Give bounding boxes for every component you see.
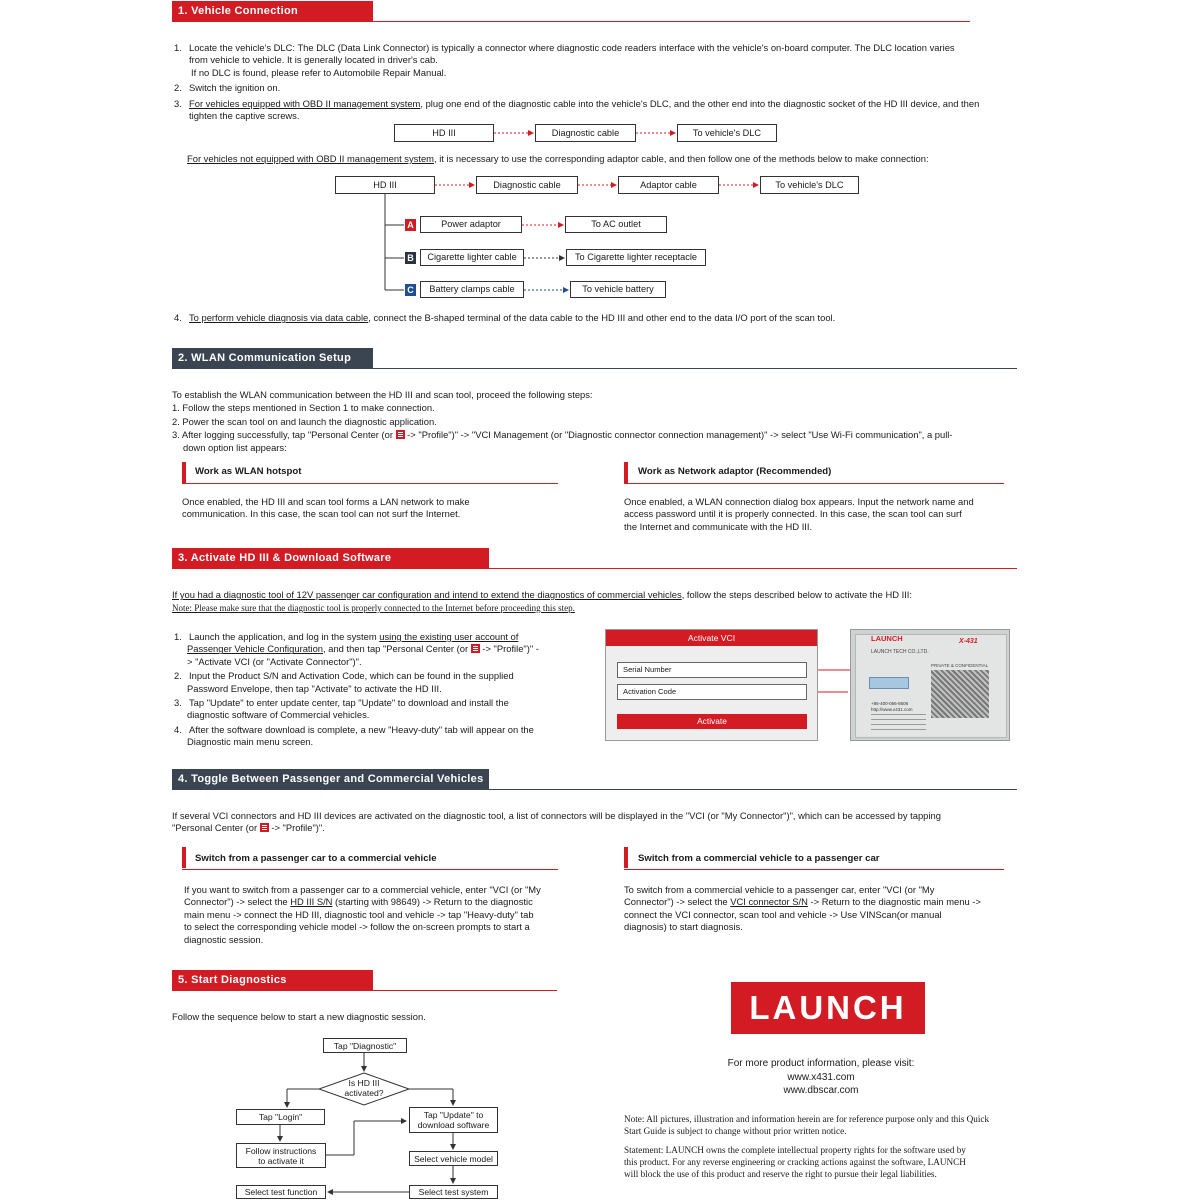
s1-item-3: 3. For vehicles equipped with OBD II management system, plug one end of the diagnostic cable into the vehicle's DLC, and the other end into the diagnostic socket of the HD III device, and then (174, 97, 980, 109)
section-4-header: 4. Toggle Between Passenger and Commercial Vehicles (172, 769, 489, 789)
s2-left-title: Work as WLAN hotspot (195, 466, 302, 477)
scratch-pattern (931, 670, 989, 718)
activation-code-input[interactable]: Activation Code (617, 684, 807, 700)
s3-intro: If you had a diagnostic tool of 12V passenger car configuration and intend to extend the diagnostics of commercial vehicles, follow the steps described below to activate the HD III: (172, 589, 913, 600)
s1-list: 1. Locate the vehicle's DLC: The DLC (Data Link Connector) is typically a connector where diagnostic code readers interface with the vehicle's on-board computer. The DLC location varies from vehicle to vehicle. It is generally located in driver's cab. If no DLC is found, please refer to Automobile Repair Manual. 2. Switch the ignition on. 3. For vehicles equipped with OBD II management system, plug one end of the diagnostic cable into the vehicle's DLC, and the other end into the diagnostic socket of the HD III device, and then tighten the captive screws. (174, 42, 1024, 122)
flow-decision: Is HD III activated? (344, 1078, 384, 1098)
menu-icon (396, 430, 405, 439)
section-3-header: 3. Activate HD III & Download Software (172, 548, 489, 568)
s2-right-title: Work as Network adaptor (Recommended) (638, 466, 832, 477)
badge-b: B (405, 252, 416, 264)
section-2-header: 2. WLAN Communication Setup (172, 348, 373, 368)
flow1-diag-cable: Diagnostic cable (535, 124, 636, 142)
activate-button[interactable]: Activate (617, 714, 807, 729)
badge-c: C (405, 284, 416, 296)
flow1-hd3: HD III (394, 124, 494, 142)
branch-b-from: Cigarette lighter cable (420, 249, 524, 266)
branch-c-to: To vehicle battery (570, 281, 666, 298)
card-confidential: PRIVATE & CONFIDENTIAL (931, 663, 989, 668)
serial-number-input[interactable]: Serial Number (617, 662, 807, 678)
s5-intro: Follow the sequence below to start a new diagnostic session. (172, 1011, 426, 1022)
s4-intro: If several VCI connectors and HD III devices are activated on the diagnostic tool, a list of connectors will be displayed in the "VCI (or "My Connector")", which can be accessed by tapping "Personal Center (or -> "Profile")". (172, 810, 941, 834)
card-company: LAUNCH TECH CO.,LTD. (871, 649, 929, 655)
s4-left-bar (182, 847, 186, 868)
s4-right-bar (624, 847, 628, 868)
section-2-rule (172, 368, 1017, 369)
s1-non-obd: For vehicles not equipped with OBD II management system, it is necessary to use the corresponding adaptor cable, and then follow one of the methods below to make connection: (187, 153, 929, 164)
launch-logo: LAUNCH (731, 982, 925, 1034)
flow2-diag-cable: Diagnostic cable (476, 176, 578, 194)
branch-a-to: To AC outlet (565, 216, 667, 233)
password-envelope-image (850, 629, 1010, 741)
card-web: http://www.x431.com (871, 707, 913, 712)
s1-item-4: 4. To perform vehicle diagnosis via data cable, connect the B-shaped terminal of the data cable to the HD III and other end to the data I/O port of the scan tool. (174, 312, 836, 323)
s2-left-bar (182, 462, 186, 483)
flow-tap-update: Tap "Update" to download software (409, 1107, 498, 1133)
section-1-header: 1. Vehicle Connection (172, 1, 373, 21)
s2-left-text: Once enabled, the HD III and scan tool forms a LAN network to make communication. In this case, the scan tool can not surf the Internet. (182, 496, 470, 520)
menu-icon (471, 644, 480, 653)
branch-b-to: To Cigarette lighter receptacle (566, 249, 706, 266)
menu-icon (260, 823, 269, 832)
flow2-hd3: HD III (335, 176, 435, 194)
flow-select-test-system: Select test system (409, 1185, 498, 1199)
footer-note: Note: All pictures, illustration and information herein are for reference purpose only and this Quick Start Guide is subject to change without prior written notice. (624, 1114, 990, 1136)
footer-url-x431[interactable]: www.x431.com (787, 1071, 855, 1083)
badge-a: A (405, 219, 416, 231)
flow2-adaptor: Adaptor cable (618, 176, 719, 194)
flow-follow-instructions: Follow instructions to activate it (236, 1143, 326, 1168)
footer-more-info: For more product information, please visit: www.x431.com www.dbscar.com (700, 1057, 942, 1098)
section-5-rule (172, 990, 557, 991)
s3-list: 1. Launch the application, and log in the system using the existing user account of Passenger Vehicle Configuration, and then tap "Personal Center (or -> "Profile")" - > "Activate VCI (or "Activate Connector")". 2. Input the Product S/N and Activation Code, which can be found in the supplied Password Envelope, then tap "Activate" to activate the HD III. 3. Tap "Update" to enter update center, tap "Update" to download and install the diagnostic software of Commercial vehicles. 4. After the software download is complete, a new "Heavy-duty" tab will appear on the Diagnostic main menu screen. (174, 631, 539, 748)
s4-left-text: If you want to switch from a passenger car to a commercial vehicle, enter "VCI (or "My Connector") -> select the HD III S/N (starting with 98649) -> Return to the diagnostic main menu -> connect the HD III, diagnostic tool and vehicle -> tap "Heavy-duty" tab to select the corresponding vehicle model -> follow the on-screen prompts to start a diagnostic session. (184, 884, 541, 945)
flow2-dlc: To vehicle's DLC (760, 176, 859, 194)
s3-note: Note: Please make sure that the diagnostic tool is properly connected to the Internet before proceeding this step. (172, 603, 575, 613)
s4-right-text: To switch from a commercial vehicle to a passenger car, enter "VCI (or "My Connector") -> select the VCI connector S/N -> Return to the diagnostic main menu -> connect the VCI connector, scan tool and vehicle -> Use VINScan(or manual diagnosis) to start diagnosis. (624, 884, 981, 933)
s1-item-1: 1. Locate the vehicle's DLC: The DLC (Data Link Connector) is typically a connector where diagnostic code readers interface with the vehicle's on-board computer. The DLC location varies (174, 42, 955, 53)
flow1-dlc: To vehicle's DLC (677, 124, 777, 142)
section-4-rule (172, 789, 1017, 790)
flow-tap-login: Tap "Login" (236, 1109, 325, 1125)
section-3-rule (172, 568, 1017, 569)
flow-select-test-function: Select test function (236, 1185, 326, 1199)
s2-steps: To establish the WLAN communication between the HD III and scan tool, proceed the following steps: 1. Follow the steps mentioned in Section 1 to make connection. 2. Power the scan tool on and launch the diagnostic application. 3. After logging successfully, tap "Personal Center (or -> "Profile")" -> "VCI Management (or "Diagnostic connector connection management)" -> select "Use Wi-Fi communication", a pull- down option list appears: (172, 389, 953, 453)
card-brand: LAUNCH (871, 634, 903, 643)
card-fine-print (871, 714, 926, 734)
s4-left-title: Switch from a passenger car to a commercial vehicle (195, 853, 437, 864)
flow-select-model: Select vehicle model (409, 1151, 498, 1166)
branch-c-from: Battery clamps cable (420, 281, 524, 298)
s1-item-2: 2. Switch the ignition on. (174, 82, 281, 94)
footer-url-dbscar[interactable]: www.dbscar.com (783, 1085, 859, 1096)
s2-left-rule (182, 483, 558, 484)
serial-area (869, 677, 909, 689)
section-1-rule (172, 21, 970, 22)
branch-a-from: Power adaptor (420, 216, 522, 233)
flow-tap-diagnostic: Tap "Diagnostic" (323, 1038, 407, 1053)
card-tag: X-431 (959, 638, 978, 645)
activate-vci-dialog (605, 629, 818, 741)
s4-right-rule (624, 869, 1004, 870)
s2-right-bar (624, 462, 628, 483)
s2-right-text: Once enabled, a WLAN connection dialog box appears. Input the network name and access password until it is properly connected. In this case, the scan tool can surf the Internet and communicate with the HD III. (624, 496, 974, 532)
card-phone: +86-400-066-8606 (871, 701, 909, 706)
footer-statement: Statement: LAUNCH owns the complete intellectual property rights for the software used by this product. For any reverse engineering or cracking actions against the software, LAUNCH will block the use of this product and reserve the right to pursue their legal liabilities. (624, 1145, 966, 1179)
s4-right-title: Switch from a commercial vehicle to a passenger car (638, 853, 880, 864)
section-5-header: 5. Start Diagnostics (172, 970, 373, 990)
s4-left-rule (182, 869, 558, 870)
s2-right-rule (624, 483, 1004, 484)
dialog-title: Activate VCI (606, 630, 817, 646)
